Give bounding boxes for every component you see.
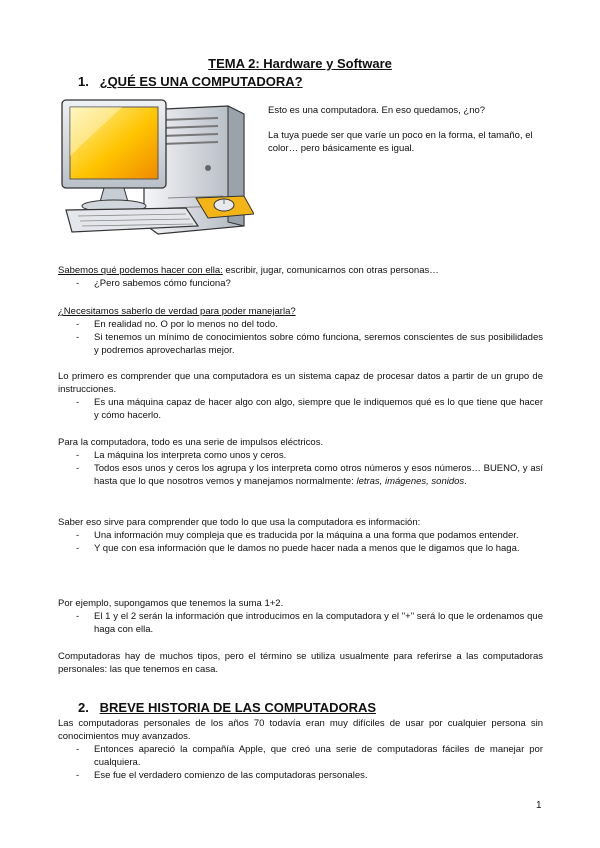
paragraph-block — [58, 516, 543, 555]
list-item-text: Todos esos unos y ceros los agrupa y los interpreta como otros números y esos números… BUENO, y así hasta que lo que nosotros vemos y manejamos normalmente: — [94, 463, 543, 487]
bullet-list — [58, 449, 543, 488]
paragraph-lead: Saber eso sirve para comprender que todo lo que usa la computadora es información: — [58, 517, 421, 528]
paragraph-block — [58, 305, 543, 357]
intro-paragraph: La tuya puede ser que varíe un poco en la forma, el tamaño, el color… pero básicamente es igual. — [268, 130, 533, 154]
paragraph-block — [58, 370, 543, 422]
list-item-end: . — [464, 476, 467, 487]
document-title: TEMA 2: Hardware y Software — [208, 56, 392, 71]
page-number: 1 — [536, 800, 542, 811]
list-item: - El 1 y el 2 serán la información que introducimos en la computadora y el "+" será lo que le ordenamos que haga con ella. — [58, 610, 543, 636]
list-item: - Una información muy compleja que es traducida por la máquina a una forma que podamos entender. — [58, 529, 543, 542]
section-1-heading — [78, 74, 303, 89]
bullet-list — [58, 396, 543, 422]
bullet-list — [58, 610, 543, 636]
list-item: - Y que con esa información que le damos no puede hacer nada a menos que le digamos que lo haga. — [58, 542, 543, 555]
intro-paragraph: Esto es una computadora. En eso quedamos, ¿no? — [268, 105, 486, 116]
paragraph-lead: Lo primero es comprender que una computadora es un sistema capaz de procesar datos a partir de un grupo de instrucciones. — [58, 371, 543, 395]
list-item: - Entonces apareció la compañía Apple, que creó una serie de computadoras fáciles de manejar por cualquiera. — [58, 743, 543, 769]
list-item: - Si tenemos un mínimo de conocimientos sobre cómo funciona, seremos conscientes de sus posibilidades y podremos aprovecharlas mejor. — [58, 331, 543, 357]
paragraph-lead — [58, 264, 543, 277]
paragraph-block — [58, 717, 543, 782]
list-item: - La máquina los interpreta como unos y ceros. — [58, 449, 543, 462]
bullet-list — [58, 277, 543, 290]
section-2-heading — [78, 700, 376, 715]
bullet-list — [58, 743, 543, 782]
section-2-number: 2. — [78, 700, 89, 715]
section-1-number: 1. — [78, 74, 89, 89]
desktop-computer-illustration — [58, 98, 254, 242]
paragraph-block — [58, 597, 543, 636]
list-item — [58, 462, 543, 488]
paragraph-lead: ¿Necesitamos saberlo de verdad para poder manejarla? — [58, 306, 296, 317]
paragraph-block — [58, 264, 543, 290]
list-item: - En realidad no. O por lo menos no del todo. — [58, 318, 543, 331]
paragraph-lead: Por ejemplo, supongamos que tenemos la suma 1+2. — [58, 598, 284, 609]
list-item: - Ese fue el verdadero comienzo de las computadoras personales. — [58, 769, 543, 782]
list-item: - ¿Pero sabemos cómo funciona? — [58, 277, 543, 290]
bullet-list — [58, 529, 543, 555]
paragraph-block — [58, 436, 543, 488]
section-2-title: BREVE HISTORIA DE LAS COMPUTADORAS — [99, 700, 377, 715]
list-item-italic: letras, imágenes, sonidos — [356, 476, 465, 487]
paragraph-lead: Para la computadora, todo es una serie de impulsos eléctricos. — [58, 437, 324, 448]
paragraph-lead: Computadoras hay de muchos tipos, pero el término se utiliza usualmente para referirse a las computadoras personales: las que tenemos en casa. — [58, 651, 543, 675]
underlined-lead: Sabemos qué podemos hacer con ella: — [58, 265, 223, 276]
section-1-title: ¿QUÉ ES UNA COMPUTADORA? — [99, 74, 303, 89]
intro-text — [268, 104, 548, 167]
lead-rest: escribir, jugar, comunicarnos con otras personas… — [222, 265, 439, 276]
paragraph-block — [58, 650, 543, 676]
list-item: - Es una máquina capaz de hacer algo con algo, siempre que le indiquemos qué es lo que tiene que hacer y cómo hacerlo. — [58, 396, 543, 422]
paragraph-lead: Las computadoras personales de los años 70 todavía eran muy difíciles de usar por cualquier persona sin conocimientos muy avanzados. — [58, 718, 543, 742]
bullet-list — [58, 318, 543, 357]
